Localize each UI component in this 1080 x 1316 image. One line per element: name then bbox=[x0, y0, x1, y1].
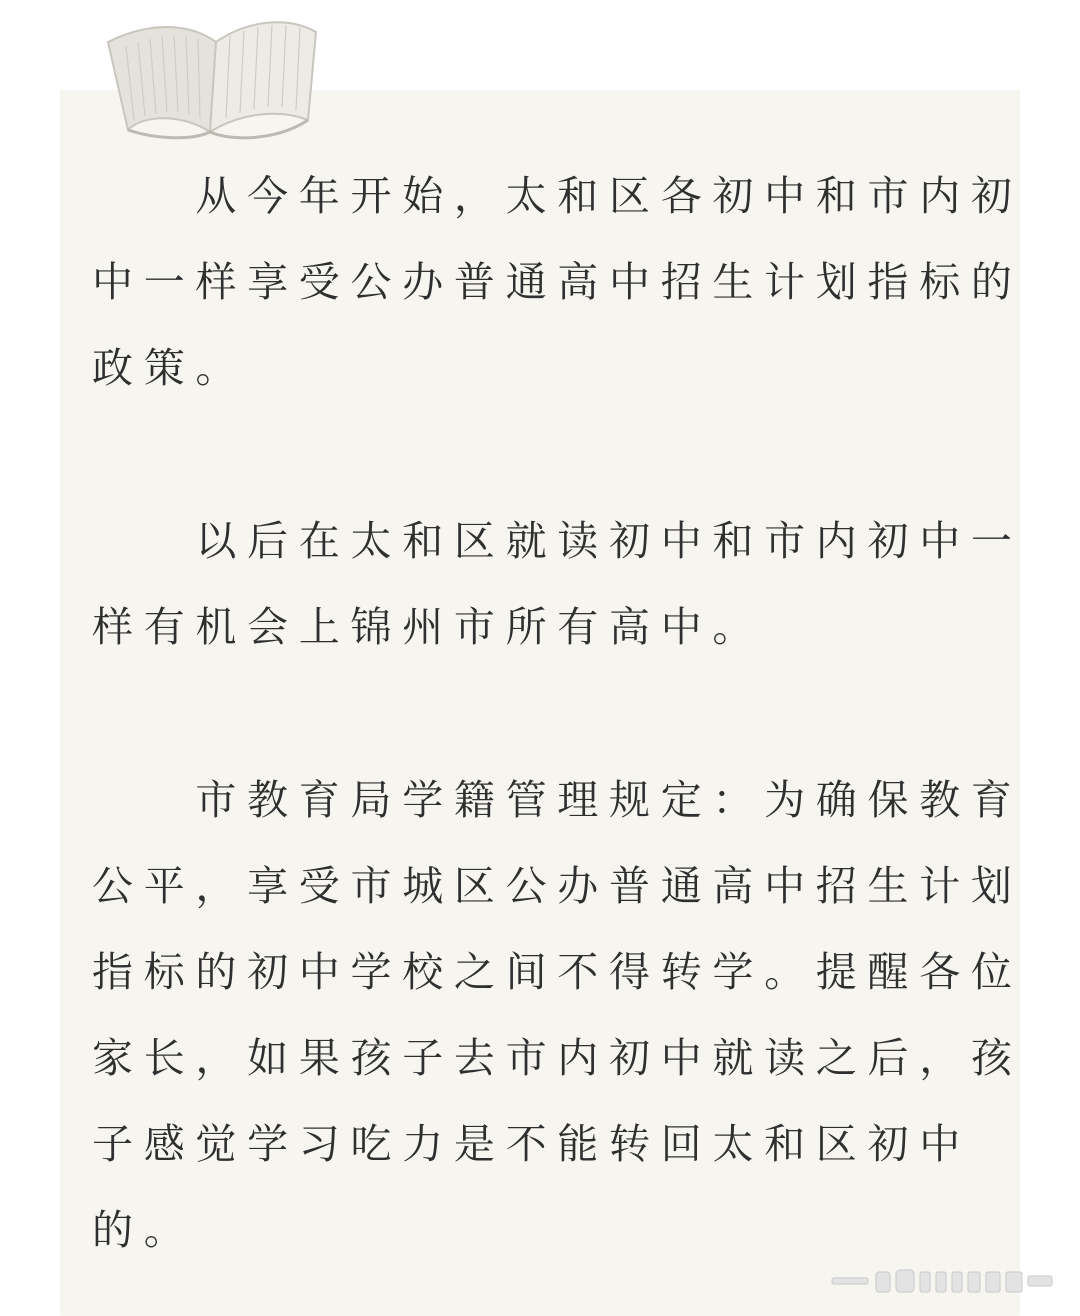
text-line: 从今年开始，太和区各初中和市内初 bbox=[92, 172, 1023, 220]
text-line: 政策。 bbox=[92, 344, 248, 392]
text-line: 市教育局学籍管理规定：为确保教育 bbox=[92, 776, 1023, 824]
text-line: 指标的初中学校之间不得转学。提醒各位 bbox=[92, 948, 1023, 996]
text-line: 家长，如果孩子去市内初中就读之后，孩 bbox=[92, 1034, 1023, 1082]
text-line: 公平，享受市城区公办普通高中招生计划 bbox=[92, 862, 1023, 910]
text-line: 以后在太和区就读初中和市内初中一 bbox=[92, 517, 1023, 565]
open-book-icon bbox=[98, 2, 324, 142]
watermark-mark-icon bbox=[826, 1266, 1058, 1296]
text-line: 的。 bbox=[92, 1206, 196, 1254]
text-line: 样有机会上锦州市所有高中。 bbox=[92, 603, 765, 651]
text-line: 中一样享受公办普通高中招生计划指标的 bbox=[92, 258, 1023, 306]
text-line: 子感觉学习吃力是不能转回太和区初中 bbox=[92, 1120, 971, 1168]
